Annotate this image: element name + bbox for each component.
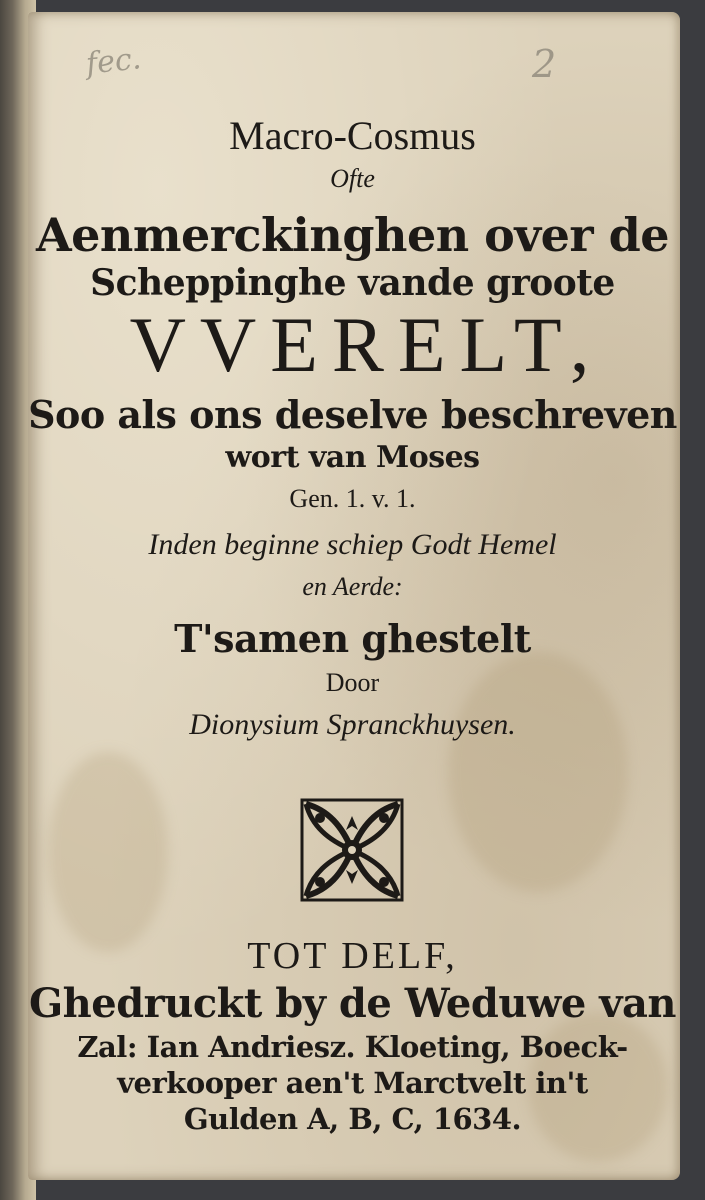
title-line-scheppinghe: Scheppinghe vande groote (90, 262, 615, 304)
pencil-note-shelfmark: fec. (84, 41, 143, 82)
imprint-line-2: Zal: Ian Andriesz. Kloeting, Boeck- (77, 1030, 628, 1064)
imprint-line-4: Gulden A, B, C, 1634. (183, 1102, 522, 1136)
title-line-ofte: Ofte (330, 164, 375, 193)
imprint-place: TOT DELF, (247, 935, 458, 977)
title-line-wort-van-moses: wort van Moses (225, 440, 480, 475)
quote-line-2: en Aerde: (302, 572, 403, 601)
pencil-note-number: 2 (532, 42, 557, 86)
imprint-line-3: verkooper aen't Marctvelt in't (117, 1066, 588, 1100)
printers-fleuron-icon (298, 796, 406, 904)
title-line-soo-als: Soo als ons deselve beschreven (28, 392, 677, 437)
door-line: Door (325, 668, 380, 697)
author-name: Dionysium Spranckhuysen. (189, 708, 516, 741)
bible-citation: Gen. 1. v. 1. (289, 484, 416, 513)
imprint-line-1: Ghedruckt by de Weduwe van (29, 980, 676, 1027)
quote-line-1: Inden beginne schiep Godt Hemel (148, 528, 557, 561)
title-line-aenmerckinghen: Aenmerckinghen over de (35, 208, 670, 262)
compiled-by-line: T'samen ghestelt (174, 616, 531, 661)
title-line-macro-cosmus: Macro-Cosmus (229, 113, 476, 158)
title-line-werelt: VVERELT, (129, 301, 604, 388)
